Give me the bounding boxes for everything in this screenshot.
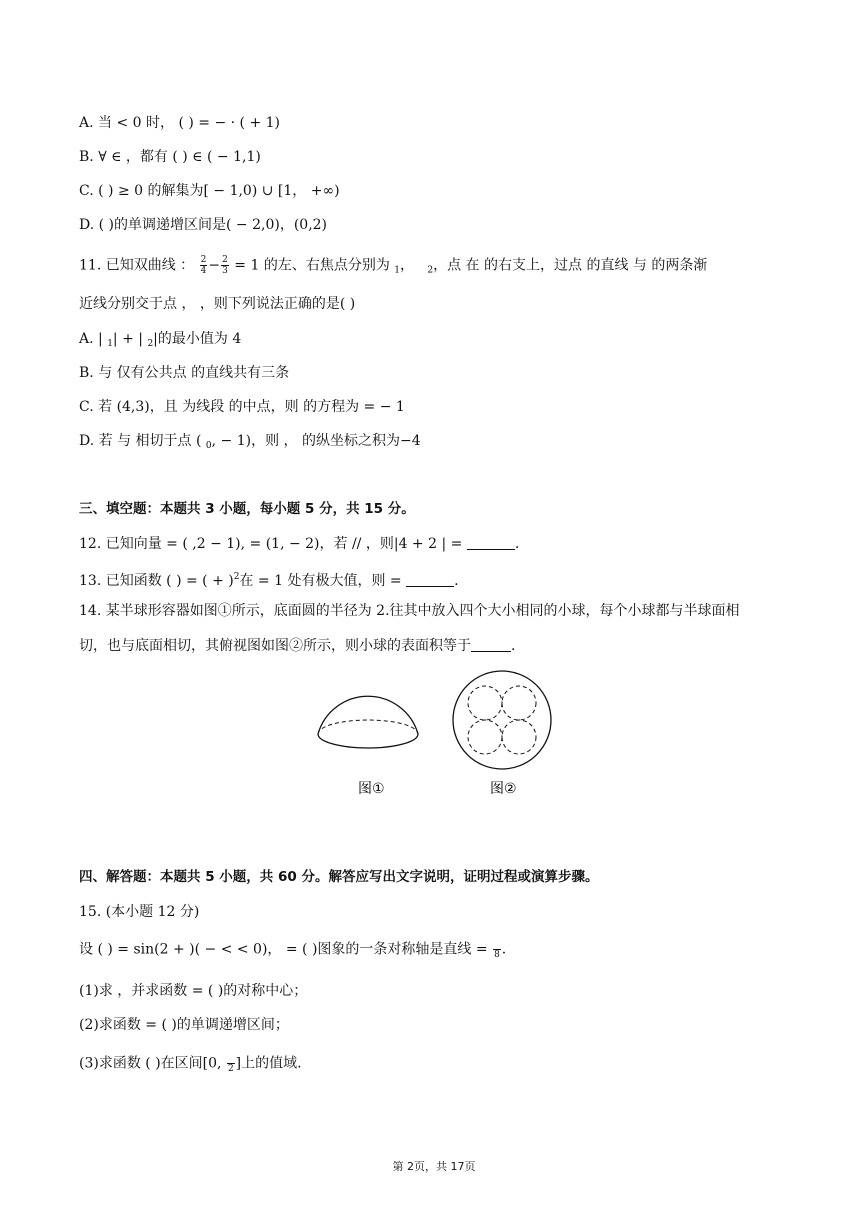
q11-option-a-start: A. |	[79, 331, 108, 347]
q13-text-end: 在 = 1 处有极大值，则 =	[239, 573, 407, 589]
q11-fraction-1-den: 4	[200, 266, 207, 276]
q11-option-d	[79, 431, 421, 456]
q11-fraction-2-den: 3	[222, 266, 228, 276]
q15-part-3-start: (3)求函数 ( )在区间[0,	[79, 1055, 226, 1072]
q11-fraction-2	[221, 255, 229, 276]
q15-part-1: (1)求 ，并求函数 = ( )的对称中心；	[79, 983, 308, 999]
page-footer: 第 2页，共 17页	[392, 1160, 476, 1173]
q15-header: 15. (本小题 12 分)	[79, 904, 200, 920]
q15-part-2: (2)求函数 = ( )的单调递增区间；	[79, 1017, 289, 1033]
q10-option-c: C. ( ) ≥ 0 的解集为[ − 1,0) ∪ [1， +∞)	[79, 183, 340, 199]
q10-option-a: A. 当 < 0 时， ( ) = − · ( + 1)	[79, 115, 280, 131]
q15-stem-fraction	[493, 939, 501, 960]
q13-superscript: 2	[233, 572, 240, 582]
q11-option-a-end: |的最小值为 4	[153, 331, 242, 347]
q11-fraction-1-num: 2	[200, 255, 207, 265]
q11-option-a-sub1: 1	[107, 339, 113, 349]
q13-answer-blank	[406, 574, 454, 587]
q15-part-3-end: ]上的值域.	[235, 1055, 302, 1072]
q15-stem	[79, 939, 506, 960]
q15-part-3-fraction	[227, 1053, 235, 1074]
hemisphere-top-view	[453, 671, 551, 769]
q11-stem: 11. 已知双曲线 ： $\frac{2}{4}$ − $\frac{2}{3}$ = 1 的左、右焦点分别为 $_1$， $_2$，点 在 的右支上，过点 的直线 与 的两条渐	[79, 255, 708, 276]
q11-stem-end: ，点 在 的右支上，过点 的直线 与 的两条渐	[433, 257, 708, 274]
figure-label-1: 图①	[358, 781, 385, 797]
q10-option-b: B. ∀ ∈ ，都有 ( ) ∈ ( − 1,1)	[79, 149, 261, 165]
q13-end: .	[454, 573, 459, 589]
figure-label-2: 图②	[490, 781, 517, 797]
q12	[79, 534, 519, 554]
q15-stem-fraction-num	[493, 939, 501, 950]
q11-option-d-start: D. 若 与 相切于点 (	[79, 433, 206, 449]
q11-option-b: B. 与 仅有公共点 的直线共有三条	[79, 365, 290, 381]
hemisphere-side-view	[318, 696, 418, 748]
q10-option-d: D. ( )的单调递增区间是( − 2,0)，(0,2)	[79, 217, 328, 233]
q13-text-start: 13. 已知函数 ( ) = ( + )	[79, 573, 234, 589]
hemisphere-figure	[310, 650, 570, 810]
q11-stem-mid: = 1 的左、右焦点分别为	[234, 257, 395, 274]
q11-fraction-1	[200, 255, 208, 276]
q11-option-c: C. 若 (4,3)，且 为线段 的中点，则 的方程为 = − 1	[79, 399, 405, 415]
q14-line2-text: 切，也与底面相切，其俯视图如图②所示，则小球的表面积等于	[79, 638, 471, 654]
q11-stem-line2: 近线分别交于点 ， ，则下列说法正确的是( )	[79, 296, 356, 312]
q11-option-d-sub: 0	[205, 441, 212, 451]
section-4-title: 四、解答题：本题共 5 小题，共 60 分。解答应写出文字说明，证明过程或演算步骤。	[79, 869, 599, 885]
q11-f1-subscript: 1	[394, 265, 401, 276]
q11-fraction-2-num: 2	[222, 255, 228, 265]
q15-part-3	[79, 1053, 302, 1074]
q15-part-3-fraction-den: 2	[227, 1064, 234, 1074]
q11-option-a-mid: | + |	[112, 331, 148, 347]
q11-stem-start: 11. 已知双曲线 ：	[79, 257, 195, 274]
q11-option-a-sub2: 2	[147, 339, 154, 349]
q14-end: .	[511, 638, 516, 654]
q15-stem-end: .	[501, 941, 507, 958]
q14-line1: 14. 某半球形容器如图①所示，底面圆的半径为 2.往其中放入四个大小相同的小球，每个小球都与半球面相	[79, 603, 740, 619]
section-3-title: 三、填空题：本题共 3 小题，每小题 5 分，共 15 分。	[79, 501, 415, 517]
q11-option-d-end: , − 1)，则 ， 的纵坐标之积为−4	[211, 433, 421, 449]
q15-stem-text: 设 ( ) = sin(2 + )( − < < 0)， = ( )图象的一条对称轴是直线 =	[79, 941, 493, 958]
q12-text: 12. 已知向量 = ( ,2 − 1), = (1, − 2)，若 // ，则|4 + 2 | =	[79, 536, 467, 552]
q11-f2-subscript: 2	[427, 265, 434, 276]
q12-end: .	[514, 536, 520, 552]
q13	[79, 567, 459, 591]
q15-stem-fraction-den: 8	[494, 950, 500, 960]
q15-part-3-fraction-num	[227, 1053, 235, 1064]
q12-answer-blank	[467, 537, 515, 550]
q11-option-a	[79, 329, 241, 354]
